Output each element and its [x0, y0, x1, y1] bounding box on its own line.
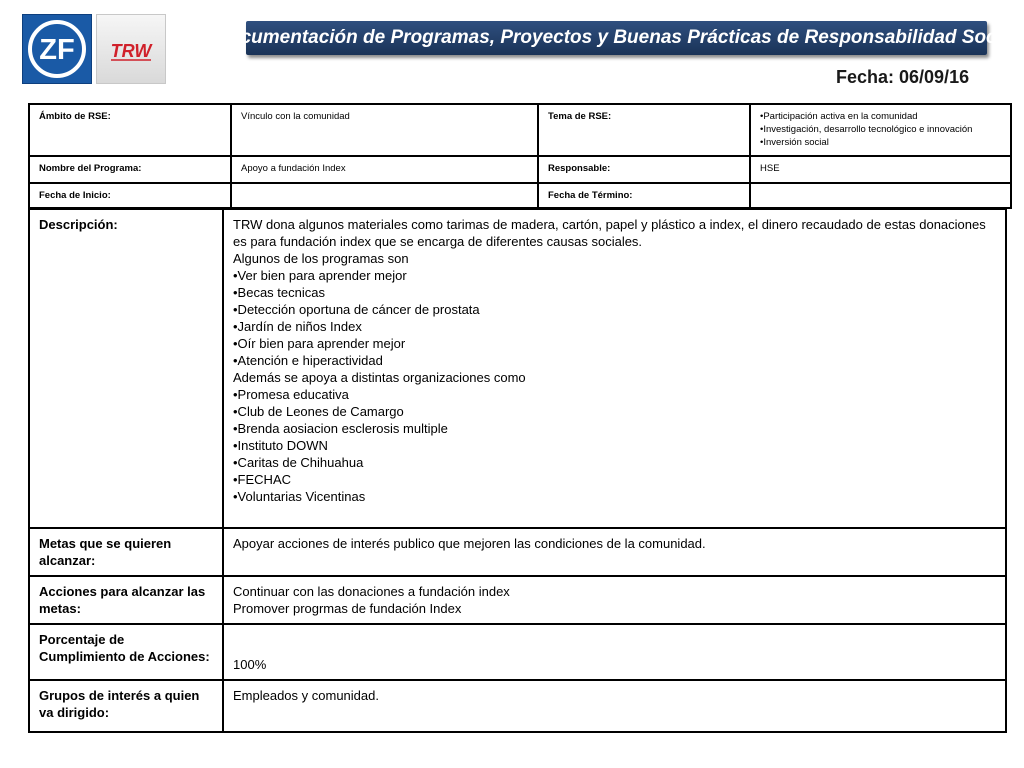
list-item: •FECHAC	[233, 472, 291, 487]
metas-label: Metas que se quieren alcanzar:	[29, 528, 223, 576]
list-item: •Jardín de niños Index	[233, 319, 362, 334]
list-item: Además se apoya a distintas organizaciones como	[233, 370, 526, 385]
inicio-value	[231, 183, 538, 208]
responsable-label: Responsable:	[538, 156, 750, 183]
zf-logo-graphic	[23, 15, 91, 83]
grupos-label: Grupos de interés a quien va dirigido:	[29, 680, 223, 732]
porcentaje-label: Porcentaje de Cumplimiento de Acciones:	[29, 624, 223, 680]
list-item: •Ver bien para aprender mejor	[233, 268, 407, 283]
list-item: •Instituto DOWN	[233, 438, 328, 453]
tema-label: Tema de RSE:	[538, 104, 750, 156]
ambito-label: Ámbito de RSE:	[29, 104, 231, 156]
page-title: Documentación de Programas, Proyectos y Buenas Prácticas de Responsabilidad Social	[215, 27, 1018, 48]
list-item: TRW dona algunos materiales como tarimas de madera, cartón, papel y plástico a index, el dinero recaudado de estas donaciones es para fundación index que se encarga de diferentes causas sociales.	[233, 217, 986, 249]
svg-text:ZF: ZF	[39, 34, 75, 66]
list-item: Promover progrmas de fundación Index	[233, 601, 462, 616]
inicio-label: Fecha de Inicio:	[29, 183, 231, 208]
tema-item: •Inversión social	[760, 137, 829, 148]
descripcion-list	[233, 216, 996, 505]
tema-item: •Investigación, desarrollo tecnológico e innovación	[760, 124, 973, 135]
list-item: •Atención e hiperactividad	[233, 353, 383, 368]
table-row	[29, 528, 1006, 576]
document-date: Fecha: 06/09/16	[836, 67, 970, 87]
table-row	[29, 209, 1006, 528]
termino-value	[750, 183, 1011, 208]
grupos-value: Empleados y comunidad.	[223, 680, 1006, 732]
list-item: •Promesa educativa	[233, 387, 349, 402]
tema-value	[750, 104, 1011, 156]
list-item: •Voluntarias Vicentinas	[233, 489, 366, 504]
list-item: •Caritas de Chihuahua	[233, 455, 364, 470]
acciones-label: Acciones para alcanzar las metas:	[29, 576, 223, 624]
acciones-value	[223, 576, 1006, 624]
programa-value: Apoyo a fundación Index	[231, 156, 538, 183]
list-item: •Becas tecnicas	[233, 285, 325, 300]
table-row	[29, 624, 1006, 680]
table-row	[29, 680, 1006, 732]
table-row	[29, 183, 1011, 208]
descripcion-value	[223, 209, 1006, 528]
trw-logo	[96, 14, 166, 84]
trw-logo-graphic	[97, 15, 165, 83]
svg-text:TRW: TRW	[110, 41, 152, 61]
responsable-value: HSE	[750, 156, 1011, 183]
table-row	[29, 104, 1011, 156]
list-item: Algunos de los programas son	[233, 251, 409, 266]
table-row	[29, 576, 1006, 624]
list-item: •Brenda aosiacion esclerosis multiple	[233, 421, 448, 436]
termino-label: Fecha de Término:	[538, 183, 750, 208]
ambito-value: Vínculo con la comunidad	[231, 104, 538, 156]
list-item: •Oír bien para aprender mejor	[233, 336, 406, 351]
list-item: •Club de Leones de Camargo	[233, 404, 404, 419]
details-table	[28, 208, 1007, 733]
title-bar	[215, 21, 1018, 55]
list-item: •Detección oportuna de cáncer de prostata	[233, 302, 480, 317]
metas-value: Apoyar acciones de interés publico que mejoren las condiciones de la comunidad.	[223, 528, 1006, 576]
tema-item: •Participación activa en la comunidad	[760, 111, 918, 122]
list-item: Continuar con las donaciones a fundación index	[233, 584, 510, 599]
info-table	[28, 103, 1012, 209]
table-row	[29, 156, 1011, 183]
programa-label: Nombre del Programa:	[29, 156, 231, 183]
descripcion-label: Descripción:	[29, 209, 223, 528]
zf-logo	[22, 14, 92, 84]
porcentaje-value: 100%	[223, 624, 1006, 680]
